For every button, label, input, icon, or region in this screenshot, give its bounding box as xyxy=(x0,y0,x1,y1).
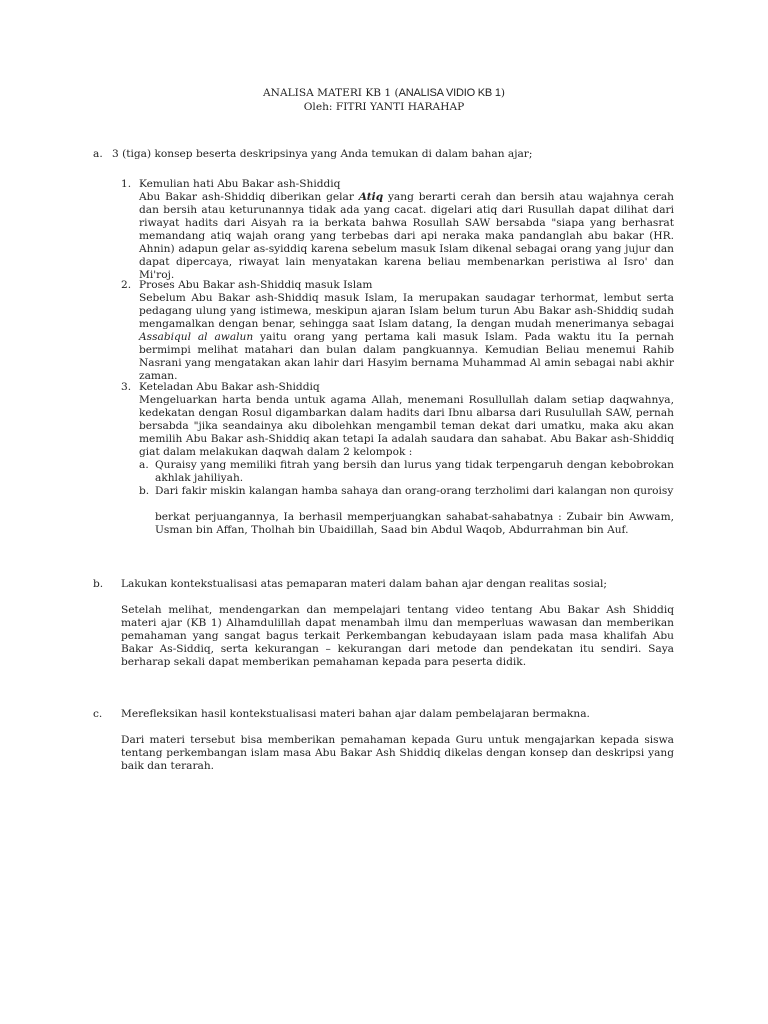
document-author: Oleh: FITRI YANTI HARAHAP xyxy=(303,101,465,113)
title-prefix: ANALISA MATERI KB 1 ( xyxy=(263,87,399,99)
title-sans: ANALISA VIDIO KB 1 xyxy=(398,87,501,99)
document-title xyxy=(0,87,768,100)
item-2-number: 2. xyxy=(121,279,132,291)
item-3-body: Mengeluarkan harta benda untuk agama Allah, menemani Rosullullah dalam setiap daqwahnya, kedekatan dengan Rosul digambarkan dalam hadits dari Ibnu albarsa dari Rusulullah SAW, pernah bersabda "jika seandainya aku dibolehkan mengambil teman dekat dari umatku, maka aku akan memilih Abu Bakar ash-Shiddiq akan tetapi Ia adalah saudara dan sahabat. Abu Bakar ash-Shiddiq giat dalam melakukan daqwah dalam 2 kelompok : xyxy=(139,394,674,458)
subitem-b-text: Dari fakir miskin kalangan hamba sahaya dan orang-orang terzholimi dari kalangan non quroisy xyxy=(155,485,674,497)
item-3-title: Keteladan Abu Bakar ash-Shiddiq xyxy=(139,381,320,393)
section-c-answer: Dari materi tersebut bisa memberikan pemahaman kepada Guru untuk mengajarkan kepada siswa tentang perkembangan islam masa Abu Bakar Ash Shiddiq dikelas dengan konsep dan deskripsi yang baik dan terarah. xyxy=(121,734,674,772)
item-1-number: 1. xyxy=(121,178,132,190)
term-assabiqul: Assabiqul al awalun xyxy=(139,331,254,343)
item-3-closing: berkat perjuangannya, Ia berhasil memperjuangkan sahabat-sahabatnya : Zubair bin Awwam, Usman bin Affan, Tholhah bin Ubaidillah, Saad bin Abdul Waqob, Abdurrahman bin Auf. xyxy=(155,511,674,536)
item-2-body: Sebelum Abu Bakar ash-Shiddiq masuk Islam, Ia merupakan saudagar terhormat, lembut serta pedagang ulung yang istimewa, meskipun ajaran Islam belum turun Abu Bakar ash-Shiddiq sudah mengamalkan dengan benar, sehingga saat Islam datang, Ia dengan mudah menerimanya sebagai Assabiqul al awalun yaitu orang yang pertama kali masuk Islam. Pada waktu itu Ia pernah bermimpi melihat matahari dan bulan dalam pangkuannya. Kemudian Beliau menemui Rahib Nasrani yang mengatakan akan lahir dari Hasyim bernama Muhammad Al amin sebagai nabi akhir zaman. xyxy=(139,292,674,382)
subitem-a-marker: a. xyxy=(139,459,149,471)
section-a-marker: a. xyxy=(93,148,103,160)
item-2-title: Proses Abu Bakar ash-Shiddiq masuk Islam xyxy=(139,279,373,291)
term-atiq: Atiq xyxy=(358,191,384,203)
section-b-marker: b. xyxy=(93,578,104,590)
section-b-question: Lakukan kontekstualisasi atas pemaparan materi dalam bahan ajar dengan realitas sosial; xyxy=(121,578,607,590)
subitem-a-text: Quraisy yang memiliki fitrah yang bersih dan lurus yang tidak terpengaruh dengan kebobrokan akhlak jahiliyah. xyxy=(155,459,674,484)
section-a-question: 3 (tiga) konsep beserta deskripsinya yang Anda temukan di dalam bahan ajar; xyxy=(112,148,533,160)
section-c-marker: c. xyxy=(93,708,103,720)
item-1-title: Kemulian hati Abu Bakar ash-Shiddiq xyxy=(139,178,341,190)
title-suffix: ) xyxy=(500,87,505,99)
item-3-number: 3. xyxy=(121,381,132,393)
section-b-answer: Setelah melihat, mendengarkan dan mempelajari tentang video tentang Abu Bakar Ash Shiddiq materi ajar (KB 1) Alhamdulillah dapat menambah ilmu dan memperluas wawasan dan memberikan pemahaman yang sangat bagus terkait Perkembangan kebudayaan islam pada masa khalifah Abu Bakar As-Siddiq, serta kekurangan – kekurangan dari metode dan pendekatan itu sendiri. Saya berharap sekali dapat memberikan pemahaman kepada para peserta didik. xyxy=(121,604,674,668)
item-1-body: Abu Bakar ash-Shiddiq diberikan gelar Atiq yang berarti cerah dan bersih atau wajahnya cerah dan bersih atau keturunannya tidak ada yang cacat. digelari atiq dari Rusullah dapat dilihat dari riwayat hadits dari Aisyah ra ia berkata bahwa Rosullah SAW bersabda "siapa yang berhasrat memandang atiq wajah orang yang terbebas dari api neraka maka pandanglah abu bakar (HR. Ahnin) adapun gelar as-syiddiq karena sebelum masuk Islam dikenal sebagai orang yang jujur dan dapat dipercaya, riwayat lain menyatakan karena beliau membenarkan peristiwa al Isro' dan Mi'roj. xyxy=(139,191,674,281)
section-c-question: Merefleksikan hasil kontekstualisasi materi bahan ajar dalam pembelajaran bermakna. xyxy=(121,708,590,720)
subitem-b-marker: b. xyxy=(139,485,150,497)
